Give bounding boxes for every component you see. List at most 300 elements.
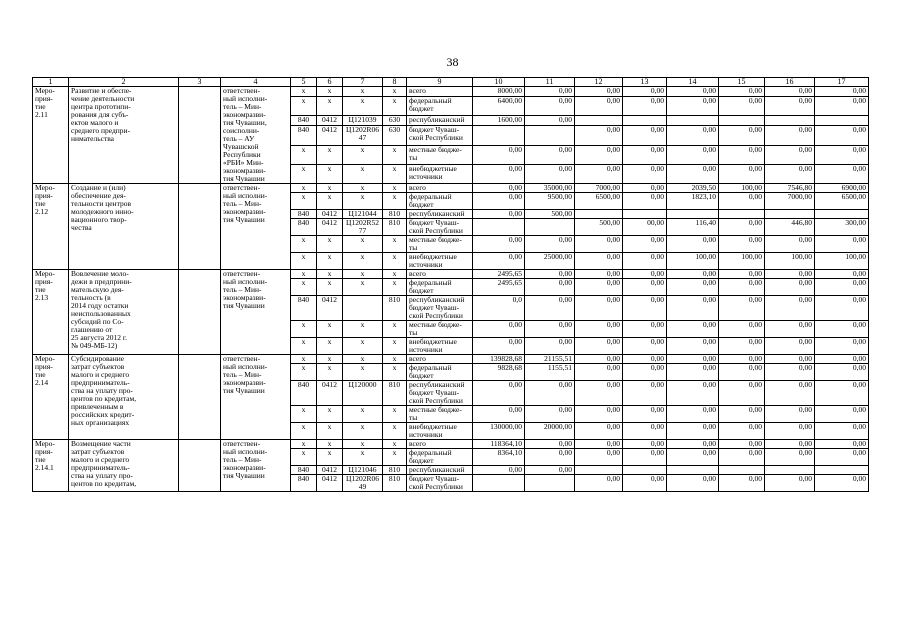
amount-cell: 0,00 (575, 381, 623, 406)
amount-cell: 6500,00 (575, 193, 623, 210)
empty-cell (179, 184, 221, 270)
expense-type-code: 810 (383, 219, 407, 236)
amount-cell: 8000,00 (473, 87, 525, 97)
amount-cell (815, 466, 869, 475)
grbs-code: 840 (291, 296, 317, 321)
table-row (33, 87, 869, 97)
amount-cell: 25000,00 (525, 253, 575, 270)
funding-source: федеральный бюджет (407, 97, 473, 116)
amount-cell: 0,00 (525, 449, 575, 466)
amount-cell (525, 219, 575, 236)
grbs-code: x (291, 338, 317, 355)
amount-cell: 0,0 (473, 296, 525, 321)
amount-cell: 0,00 (815, 423, 869, 440)
section-code: x (317, 338, 343, 355)
amount-cell: 0,00 (719, 321, 765, 338)
amount-cell (623, 466, 667, 475)
amount-cell: 0,00 (765, 236, 815, 253)
measure-code: Меро- прия- тие 2.14 (33, 355, 69, 440)
funding-source: бюджет Чуваш-ской Республики (407, 219, 473, 236)
empty-cell (179, 87, 221, 184)
amount-cell: 0,00 (667, 87, 719, 97)
column-header: 15 (719, 78, 765, 87)
amount-cell: 0,00 (525, 145, 575, 164)
amount-cell: 0,00 (765, 296, 815, 321)
target-article-code: Ц1202R06 47 (343, 126, 383, 145)
expense-type-code: 810 (383, 466, 407, 475)
amount-cell: 0,00 (815, 381, 869, 406)
expense-type-code: x (383, 364, 407, 381)
amount-cell: 0,00 (623, 440, 667, 449)
amount-cell: 2039,50 (667, 184, 719, 193)
amount-cell: 0,00 (525, 236, 575, 253)
amount-cell: 2495,65 (473, 279, 525, 296)
grbs-code: 840 (291, 116, 317, 126)
amount-cell: 0,00 (667, 236, 719, 253)
amount-cell: 20000,00 (525, 423, 575, 440)
amount-cell: 00,00 (623, 219, 667, 236)
amount-cell: 0,00 (815, 236, 869, 253)
amount-cell: 0,00 (719, 475, 765, 492)
funding-source: республиканский (407, 116, 473, 126)
table-row (33, 355, 869, 364)
funding-source: федеральный бюджет (407, 449, 473, 466)
grbs-code: 840 (291, 475, 317, 492)
amount-cell: 35000,00 (525, 184, 575, 193)
grbs-code: x (291, 193, 317, 210)
amount-cell: 0,00 (525, 97, 575, 116)
grbs-code: x (291, 364, 317, 381)
amount-cell: 0,00 (765, 97, 815, 116)
amount-cell: 0,00 (623, 126, 667, 145)
section-code: x (317, 406, 343, 423)
amount-cell: 0,00 (815, 279, 869, 296)
column-header: 8 (383, 78, 407, 87)
amount-cell: 0,00 (667, 475, 719, 492)
amount-cell: 0,00 (815, 449, 869, 466)
amount-cell: 0,00 (575, 406, 623, 423)
amount-cell: 0,00 (623, 355, 667, 364)
section-code: x (317, 236, 343, 253)
amount-cell: 0,00 (623, 296, 667, 321)
amount-cell (623, 210, 667, 219)
grbs-code: x (291, 355, 317, 364)
grbs-code: 840 (291, 466, 317, 475)
amount-cell: 0,00 (575, 270, 623, 279)
expense-type-code: x (383, 355, 407, 364)
amount-cell: 0,00 (815, 364, 869, 381)
amount-cell: 0,00 (719, 440, 765, 449)
amount-cell: 0,00 (575, 145, 623, 164)
funding-source: местные бюдже-ты (407, 236, 473, 253)
funding-source: республиканский (407, 466, 473, 475)
amount-cell (667, 466, 719, 475)
amount-cell: 0,00 (815, 97, 869, 116)
amount-cell: 0,00 (667, 97, 719, 116)
amount-cell: 0,00 (525, 87, 575, 97)
amount-cell (667, 210, 719, 219)
amount-cell: 0,00 (765, 126, 815, 145)
funding-source: бюджет Чуваш-ской Республики (407, 475, 473, 492)
section-code: x (317, 364, 343, 381)
target-article-code: Ц1202R06 49 (343, 475, 383, 492)
amount-cell: 0,00 (765, 145, 815, 164)
target-article-code: x (343, 184, 383, 193)
amount-cell: 0,00 (815, 87, 869, 97)
target-article-code: x (343, 145, 383, 164)
amount-cell: 0,00 (525, 406, 575, 423)
target-article-code: Ц1202R52 77 (343, 219, 383, 236)
amount-cell: 0,00 (575, 87, 623, 97)
amount-cell: 0,00 (667, 381, 719, 406)
grbs-code: x (291, 253, 317, 270)
amount-cell: 0,00 (765, 475, 815, 492)
amount-cell: 116,40 (667, 219, 719, 236)
column-header: 13 (623, 78, 667, 87)
funding-source: всего (407, 184, 473, 193)
expense-type-code: x (383, 406, 407, 423)
section-code: x (317, 145, 343, 164)
responsible-executor: ответствен- ный исполни- тель – Мин- экономразви- тия Чувашии, соисполни- тель – АУ Чувашской Республики «РБИ» Мин- экономразви- тия Чувашии (221, 87, 291, 184)
funding-source: местные бюдже-ты (407, 145, 473, 164)
amount-cell: 0,00 (473, 406, 525, 423)
grbs-code: x (291, 406, 317, 423)
amount-cell: 0,00 (667, 145, 719, 164)
column-header: 2 (69, 78, 179, 87)
amount-cell: 0,00 (815, 145, 869, 164)
section-code: 0412 (317, 475, 343, 492)
column-header: 14 (667, 78, 719, 87)
section-code: x (317, 184, 343, 193)
amount-cell: 9500,00 (525, 193, 575, 210)
amount-cell: 7000,00 (575, 184, 623, 193)
amount-cell: 0,00 (765, 355, 815, 364)
amount-cell: 0,00 (623, 364, 667, 381)
amount-cell: 0,00 (719, 423, 765, 440)
amount-cell (765, 116, 815, 126)
amount-cell: 0,00 (815, 440, 869, 449)
amount-cell: 9828,68 (473, 364, 525, 381)
amount-cell: 0,00 (667, 440, 719, 449)
amount-cell (525, 475, 575, 492)
target-article-code: Ц121046 (343, 466, 383, 475)
grbs-code: x (291, 97, 317, 116)
section-code: x (317, 279, 343, 296)
funding-source: федеральный бюджет (407, 193, 473, 210)
amount-cell: 0,00 (473, 338, 525, 355)
amount-cell: 0,00 (815, 270, 869, 279)
amount-cell: 0,00 (719, 145, 765, 164)
amount-cell: 0,00 (815, 355, 869, 364)
amount-cell: 0,00 (815, 338, 869, 355)
amount-cell: 0,00 (525, 296, 575, 321)
amount-cell: 0,00 (623, 164, 667, 183)
amount-cell: 0,00 (667, 338, 719, 355)
responsible-executor: ответствен- ный исполни- тель – Мин- экономразви- тия Чувашии (221, 184, 291, 270)
amount-cell: 0,00 (719, 126, 765, 145)
grbs-code: x (291, 321, 317, 338)
amount-cell: 0,00 (473, 253, 525, 270)
amount-cell (719, 210, 765, 219)
column-header: 17 (815, 78, 869, 87)
amount-cell: 0,00 (473, 164, 525, 183)
funding-source: всего (407, 270, 473, 279)
funding-source: внебюджетные источники (407, 253, 473, 270)
section-code: 0412 (317, 126, 343, 145)
target-article-code: x (343, 253, 383, 270)
amount-cell: 0,00 (525, 279, 575, 296)
amount-cell: 0,00 (765, 406, 815, 423)
amount-cell: 0,00 (525, 270, 575, 279)
target-article-code: x (343, 406, 383, 423)
amount-cell: 0,00 (815, 321, 869, 338)
amount-cell: 0,00 (667, 321, 719, 338)
section-code: x (317, 440, 343, 449)
amount-cell (667, 116, 719, 126)
grbs-code: 840 (291, 126, 317, 145)
grbs-code: 840 (291, 381, 317, 406)
amount-cell: 0,00 (765, 338, 815, 355)
amount-cell: 0,00 (575, 236, 623, 253)
amount-cell (575, 116, 623, 126)
grbs-code: x (291, 87, 317, 97)
amount-cell: 0,00 (623, 475, 667, 492)
target-article-code: x (343, 423, 383, 440)
amount-cell: 0,00 (719, 449, 765, 466)
section-code: x (317, 253, 343, 270)
amount-cell: 0,00 (623, 321, 667, 338)
expense-type-code: 630 (383, 126, 407, 145)
funding-source: всего (407, 355, 473, 364)
target-article-code: x (343, 97, 383, 116)
amount-cell: 6900,00 (815, 184, 869, 193)
amount-cell: 0,00 (719, 381, 765, 406)
amount-cell: 100,00 (667, 253, 719, 270)
amount-cell: 0,00 (473, 381, 525, 406)
column-header: 9 (407, 78, 473, 87)
amount-cell: 100,00 (815, 253, 869, 270)
measure-description: Создание и (или) обеспечение дея- тельности центров молодежного инно- вационного твор- чества (69, 184, 179, 270)
amount-cell (525, 126, 575, 145)
amount-cell: 0,00 (719, 338, 765, 355)
target-article-code: x (343, 164, 383, 183)
amount-cell: 0,00 (473, 193, 525, 210)
amount-cell: 0,00 (719, 355, 765, 364)
amount-cell: 0,00 (575, 296, 623, 321)
amount-cell (473, 219, 525, 236)
section-code: x (317, 97, 343, 116)
amount-cell: 6400,00 (473, 97, 525, 116)
section-code: x (317, 193, 343, 210)
section-code: x (317, 355, 343, 364)
amount-cell: 0,00 (623, 193, 667, 210)
funding-source: бюджет Чуваш-ской Республики (407, 126, 473, 145)
amount-cell: 0,00 (667, 423, 719, 440)
amount-cell: 1600,00 (473, 116, 525, 126)
section-code: x (317, 164, 343, 183)
target-article-code: x (343, 193, 383, 210)
grbs-code: x (291, 184, 317, 193)
amount-cell (815, 116, 869, 126)
amount-cell: 0,00 (525, 164, 575, 183)
amount-cell: 0,00 (623, 236, 667, 253)
section-code: x (317, 87, 343, 97)
amount-cell: 0,00 (667, 296, 719, 321)
amount-cell (575, 466, 623, 475)
grbs-code: x (291, 279, 317, 296)
amount-cell (765, 210, 815, 219)
measure-code: Меро- прия- тие 2.13 (33, 270, 69, 355)
amount-cell (473, 126, 525, 145)
amount-cell: 2495,65 (473, 270, 525, 279)
budget-table (32, 77, 869, 492)
amount-cell: 0,00 (473, 184, 525, 193)
table-row (33, 184, 869, 193)
target-article-code: x (343, 87, 383, 97)
expense-type-code: x (383, 193, 407, 210)
column-header: 5 (291, 78, 317, 87)
amount-cell: 0,00 (525, 116, 575, 126)
grbs-code: x (291, 440, 317, 449)
amount-cell: 0,00 (623, 279, 667, 296)
amount-cell: 0,00 (473, 145, 525, 164)
grbs-code: x (291, 423, 317, 440)
expense-type-code: x (383, 270, 407, 279)
section-code: 0412 (317, 210, 343, 219)
amount-cell: 0,00 (765, 279, 815, 296)
target-article-code: x (343, 279, 383, 296)
amount-cell: 0,00 (765, 87, 815, 97)
amount-cell: 1155,51 (525, 364, 575, 381)
target-article-code: x (343, 364, 383, 381)
amount-cell: 0,00 (667, 406, 719, 423)
expense-type-code: 810 (383, 475, 407, 492)
amount-cell: 0,00 (623, 381, 667, 406)
amount-cell: 0,00 (765, 440, 815, 449)
responsible-executor: ответствен- ный исполни- тель – Мин- экономразви- тия Чувашии (221, 440, 291, 492)
amount-cell: 0,00 (575, 126, 623, 145)
funding-source: федеральный бюджет (407, 279, 473, 296)
amount-cell: 0,00 (765, 364, 815, 381)
column-header: 4 (221, 78, 291, 87)
amount-cell: 0,00 (575, 321, 623, 338)
amount-cell: 0,00 (525, 466, 575, 475)
amount-cell: 0,00 (623, 338, 667, 355)
section-code: x (317, 423, 343, 440)
amount-cell: 0,00 (623, 184, 667, 193)
section-code: 0412 (317, 116, 343, 126)
amount-cell: 0,00 (719, 406, 765, 423)
grbs-code: 840 (291, 219, 317, 236)
amount-cell: 0,00 (525, 440, 575, 449)
empty-cell (179, 270, 221, 355)
amount-cell: 0,00 (719, 97, 765, 116)
amount-cell (719, 466, 765, 475)
amount-cell: 0,00 (765, 321, 815, 338)
amount-cell: 0,00 (575, 279, 623, 296)
column-header: 6 (317, 78, 343, 87)
column-header: 3 (179, 78, 221, 87)
amount-cell: 500,00 (525, 210, 575, 219)
target-article-code (343, 296, 383, 321)
expense-type-code: x (383, 423, 407, 440)
grbs-code: x (291, 145, 317, 164)
target-article-code: x (343, 355, 383, 364)
funding-source: местные бюдже-ты (407, 406, 473, 423)
column-header: 12 (575, 78, 623, 87)
measure-description: Субсидирование затрат субъектов малого и среднего предприниматель- ства на уплату про- центов по кредитам, привлеченным в российских кредит- ных организациях (69, 355, 179, 440)
funding-source: федеральный бюджет (407, 364, 473, 381)
table-row (33, 270, 869, 279)
expense-type-code: 810 (383, 381, 407, 406)
target-article-code: x (343, 321, 383, 338)
amount-cell: 0,00 (525, 338, 575, 355)
amount-cell: 0,00 (575, 475, 623, 492)
amount-cell: 0,00 (575, 164, 623, 183)
target-article-code: x (343, 338, 383, 355)
measure-code: Меро- прия- тие 2.12 (33, 184, 69, 270)
amount-cell: 100,00 (765, 253, 815, 270)
amount-cell (623, 116, 667, 126)
amount-cell: 0,00 (815, 164, 869, 183)
amount-cell: 0,00 (575, 364, 623, 381)
amount-cell: 7000,00 (765, 193, 815, 210)
grbs-code: x (291, 164, 317, 183)
target-article-code: x (343, 449, 383, 466)
column-header: 10 (473, 78, 525, 87)
responsible-executor: ответствен- ный исполни- тель – Мин- экономразви- тия Чувашии (221, 355, 291, 440)
expense-type-code: x (383, 321, 407, 338)
amount-cell: 0,00 (719, 87, 765, 97)
amount-cell: 0,00 (667, 279, 719, 296)
amount-cell: 0,00 (719, 296, 765, 321)
measure-description: Возмещение части затрат субъектов малого и среднего предприниматель- ства на уплату про- центов по кредитам, (69, 440, 179, 492)
amount-cell: 130000,00 (473, 423, 525, 440)
measure-code: Меро- прия- тие 2.11 (33, 87, 69, 184)
amount-cell: 0,00 (719, 279, 765, 296)
expense-type-code: 810 (383, 210, 407, 219)
expense-type-code: 810 (383, 296, 407, 321)
amount-cell: 0,00 (623, 423, 667, 440)
amount-cell: 0,00 (667, 449, 719, 466)
amount-cell (473, 475, 525, 492)
amount-cell: 0,00 (667, 355, 719, 364)
grbs-code: x (291, 449, 317, 466)
amount-cell: 0,00 (575, 97, 623, 116)
amount-cell: 0,00 (815, 126, 869, 145)
amount-cell: 118364,10 (473, 440, 525, 449)
funding-source: республиканский бюджет Чуваш-ской Республики (407, 381, 473, 406)
expense-type-code: x (383, 338, 407, 355)
amount-cell: 100,00 (719, 253, 765, 270)
amount-cell: 0,00 (667, 164, 719, 183)
measure-description: Вовлечение моло- дежи в предприни- мательскую дея- тельность (в 2014 году остатки неиспользованных субсидий по Со- глашению от 25 августа 2012 г. № 049-МБ-12) (69, 270, 179, 355)
column-header: 16 (765, 78, 815, 87)
amount-cell: 0,00 (719, 164, 765, 183)
funding-source: внебюджетные источники (407, 164, 473, 183)
amount-cell: 21155,51 (525, 355, 575, 364)
column-header: 7 (343, 78, 383, 87)
expense-type-code: x (383, 164, 407, 183)
amount-cell: 0,00 (623, 145, 667, 164)
expense-type-code: x (383, 440, 407, 449)
empty-cell (179, 355, 221, 440)
expense-type-code: x (383, 253, 407, 270)
amount-cell: 0,00 (765, 270, 815, 279)
expense-type-code: 630 (383, 116, 407, 126)
amount-cell: 7546,80 (765, 184, 815, 193)
expense-type-code: x (383, 449, 407, 466)
